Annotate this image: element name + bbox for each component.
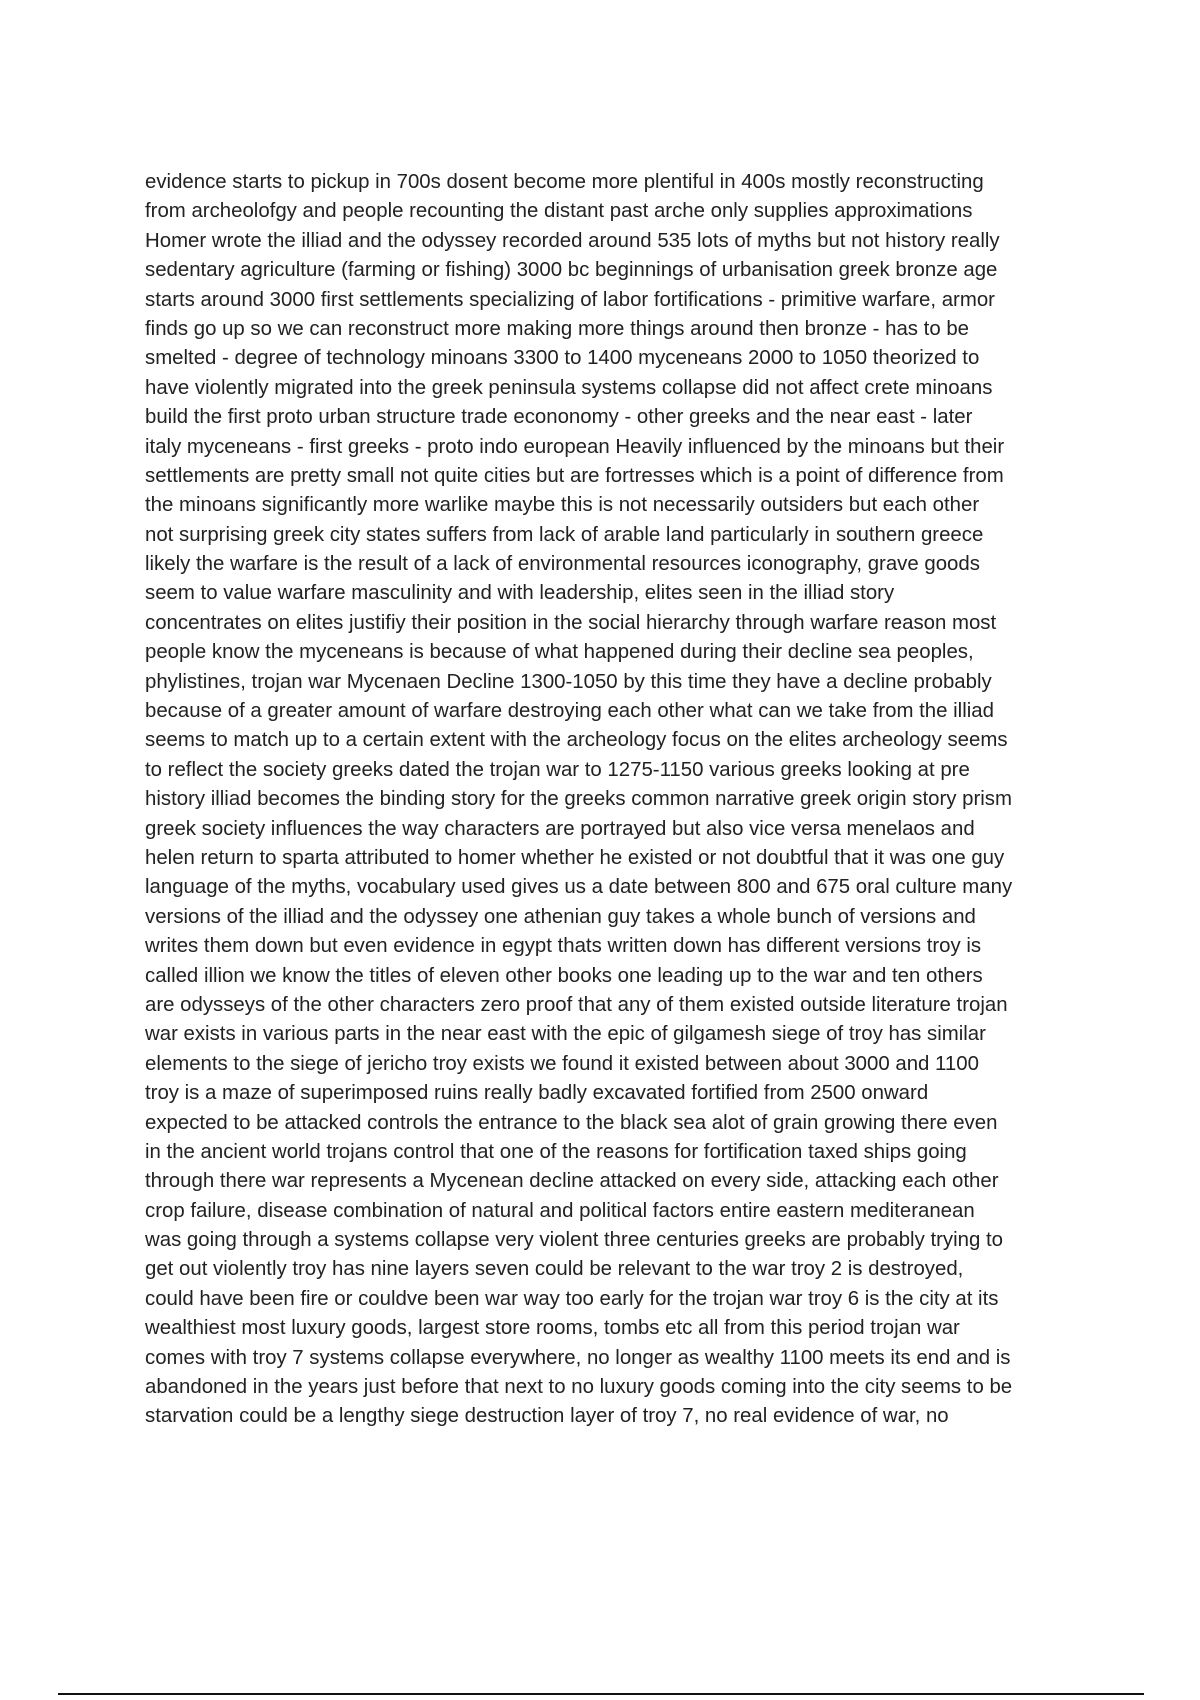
text-line: get out violently troy has nine layers seven could be relevant to the war troy 2 is destroyed,: [145, 1258, 964, 1281]
text-line: seem to value warfare masculinity and with leadership, elites seen in the illiad story: [145, 582, 895, 605]
text-line: have violently migrated into the greek peninsula systems collapse did not affect crete minoans: [145, 376, 993, 399]
text-line: starts around 3000 first settlements specializing of labor fortifications - primitive warfare, armor: [145, 288, 995, 311]
text-line: through there war represents a Mycenean decline attacked on every side, attacking each other: [145, 1170, 999, 1193]
bottom-divider: [58, 1693, 1144, 1695]
text-line: comes with troy 7 systems collapse everywhere, no longer as wealthy 1100 meets its end and is: [145, 1346, 1011, 1369]
text-line: smelted - degree of technology minoans 3300 to 1400 myceneans 2000 to 1050 theorized to: [145, 347, 980, 370]
notes-paragraph: [145, 168, 1105, 1432]
text-line: crop failure, disease combination of natural and political factors entire eastern mediteranean: [145, 1199, 975, 1222]
text-line: settlements are pretty small not quite cities but are fortresses which is a point of difference from: [145, 464, 1004, 487]
text-line: Homer wrote the illiad and the odyssey recorded around 535 lots of myths but not history really: [145, 229, 1000, 252]
text-line: abandoned in the years just before that next to no luxury goods coming into the city seems to be: [145, 1376, 1013, 1399]
text-line: phylistines, trojan war Mycenaen Decline 1300-1050 by this time they have a decline probably: [145, 670, 992, 693]
text-line: elements to the siege of jericho troy exists we found it existed between about 3000 and 1100: [145, 1052, 979, 1075]
text-line: versions of the illiad and the odyssey one athenian guy takes a whole bunch of versions and: [145, 905, 976, 928]
text-line: to reflect the society greeks dated the trojan war to 1275-1150 various greeks looking at pre: [145, 758, 970, 781]
text-line: finds go up so we can reconstruct more making more things around then bronze - has to be: [145, 317, 970, 340]
text-line: history illiad becomes the binding story for the greeks common narrative greek origin story prism: [145, 788, 1012, 811]
text-line: wealthiest most luxury goods, largest store rooms, tombs etc all from this period trojan war: [145, 1317, 960, 1340]
text-line: war exists in various parts in the near east with the epic of gilgamesh siege of troy has similar: [145, 1023, 986, 1046]
text-line: likely the warfare is the result of a lack of environmental resources iconography, grave goods: [145, 553, 980, 576]
text-line: italy myceneans - first greeks - proto indo european Heavily influenced by the minoans but their: [145, 435, 1005, 458]
text-line: evidence starts to pickup in 700s dosent become more plentiful in 400s mostly reconstructing: [145, 171, 984, 193]
text-line: was going through a systems collapse very violent three centuries greeks are probably trying to: [145, 1229, 1003, 1252]
text-line: concentrates on elites justifiy their position in the social hierarchy through warfare reason most: [145, 611, 997, 634]
text-line: people know the myceneans is because of what happened during their decline sea peoples,: [145, 641, 974, 664]
text-line: build the first proto urban structure trade econonomy - other greeks and the near east - later: [145, 406, 973, 429]
text-line: sedentary agriculture (farming or fishing) 3000 bc beginnings of urbanisation greek bronze age: [145, 259, 998, 282]
text-line: the minoans significantly more warlike maybe this is not necessarily outsiders but each other: [145, 494, 980, 517]
text-line: not surprising greek city states suffers from lack of arable land particularly in southern greece: [145, 523, 984, 546]
text-line: in the ancient world trojans control that one of the reasons for fortification taxed ships going: [145, 1140, 967, 1163]
text-line: are odysseys of the other characters zero proof that any of them existed outside literature trojan: [145, 993, 1008, 1016]
text-line: troy is a maze of superimposed ruins really badly excavated fortified from 2500 onward: [145, 1082, 929, 1105]
text-line: could have been fire or couldve been war way too early for the trojan war troy 6 is the city at its: [145, 1287, 999, 1310]
text-line: expected to be attacked controls the entrance to the black sea alot of grain growing there even: [145, 1111, 998, 1134]
text-line: language of the myths, vocabulary used gives us a date between 800 and 675 oral culture many: [145, 876, 1013, 899]
text-line: helen return to sparta attributed to homer whether he existed or not doubtful that it was one guy: [145, 846, 1005, 869]
text-line: seems to match up to a certain extent with the archeology focus on the elites archeology seems: [145, 729, 1008, 752]
text-line: starvation could be a lengthy siege destruction layer of troy 7, no real evidence of war, no: [145, 1405, 949, 1428]
text-line: greek society influences the way characters are portrayed but also vice versa menelaos and: [145, 817, 975, 840]
text-line: writes them down but even evidence in egypt thats written down has different versions troy is: [145, 935, 982, 958]
text-line: called illion we know the titles of eleven other books one leading up to the war and ten others: [145, 964, 983, 987]
text-line: because of a greater amount of warfare destroying each other what can we take from the illiad: [145, 700, 994, 723]
text-line: from archeolofgy and people recounting the distant past arche only supplies approximations: [145, 200, 973, 223]
